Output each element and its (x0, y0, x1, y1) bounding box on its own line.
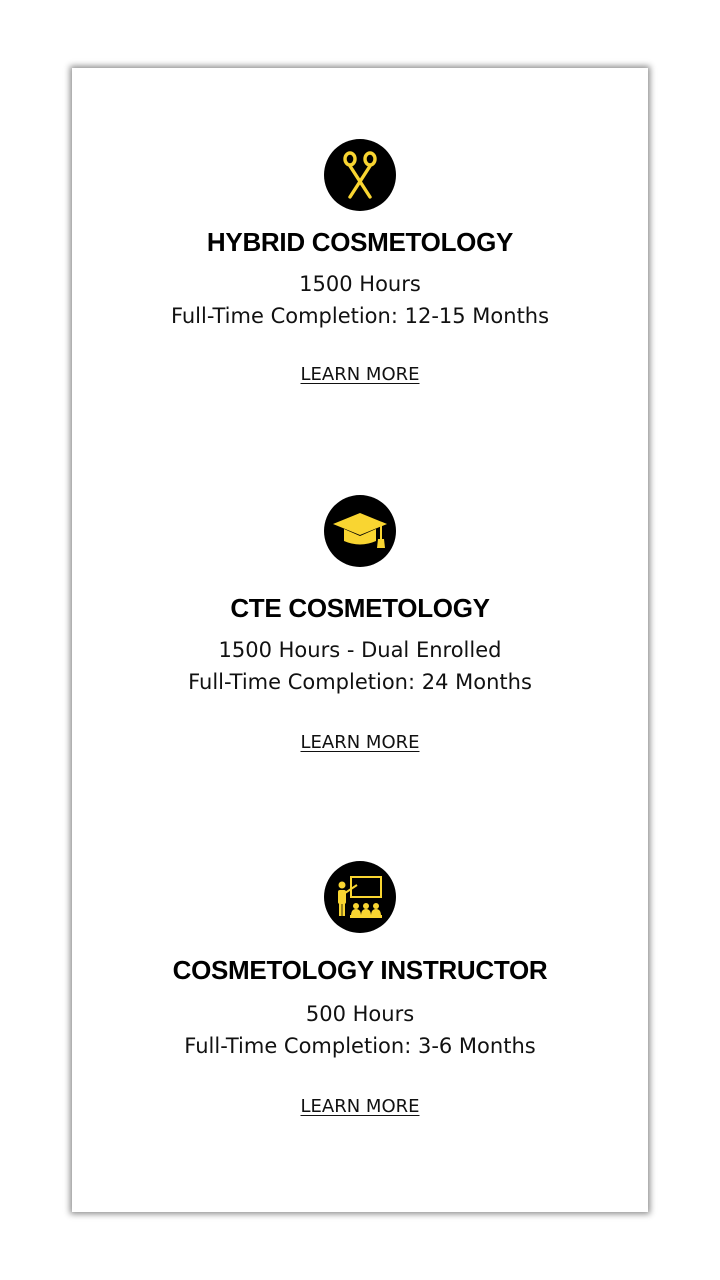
scissors-icon (324, 139, 396, 211)
graduation-cap-icon (324, 495, 396, 567)
program-hours: 1500 Hours - Dual Enrolled (218, 638, 502, 662)
program-hours: 1500 Hours (299, 272, 421, 296)
program-completion: Full-Time Completion: 12-15 Months (170, 304, 550, 328)
program-cte-cosmetology (72, 495, 648, 753)
program-completion: Full-Time Completion: 24 Months (188, 670, 532, 694)
program-completion: Full-Time Completion: 3-6 Months (184, 1034, 536, 1058)
learn-more-link[interactable]: LEARN MORE (300, 732, 420, 753)
program-title: CTE COSMETOLOGY (230, 593, 490, 623)
learn-more-link[interactable]: LEARN MORE (300, 364, 420, 385)
classroom-teacher-icon (324, 861, 396, 933)
program-cosmetology-instructor (72, 861, 648, 1117)
program-title: HYBRID COSMETOLOGY (206, 227, 514, 257)
program-title: COSMETOLOGY INSTRUCTOR (172, 955, 548, 985)
program-hybrid-cosmetology (72, 139, 648, 385)
programs-card (72, 68, 648, 1212)
program-hours: 500 Hours (305, 1002, 415, 1026)
learn-more-link[interactable]: LEARN MORE (300, 1096, 420, 1117)
